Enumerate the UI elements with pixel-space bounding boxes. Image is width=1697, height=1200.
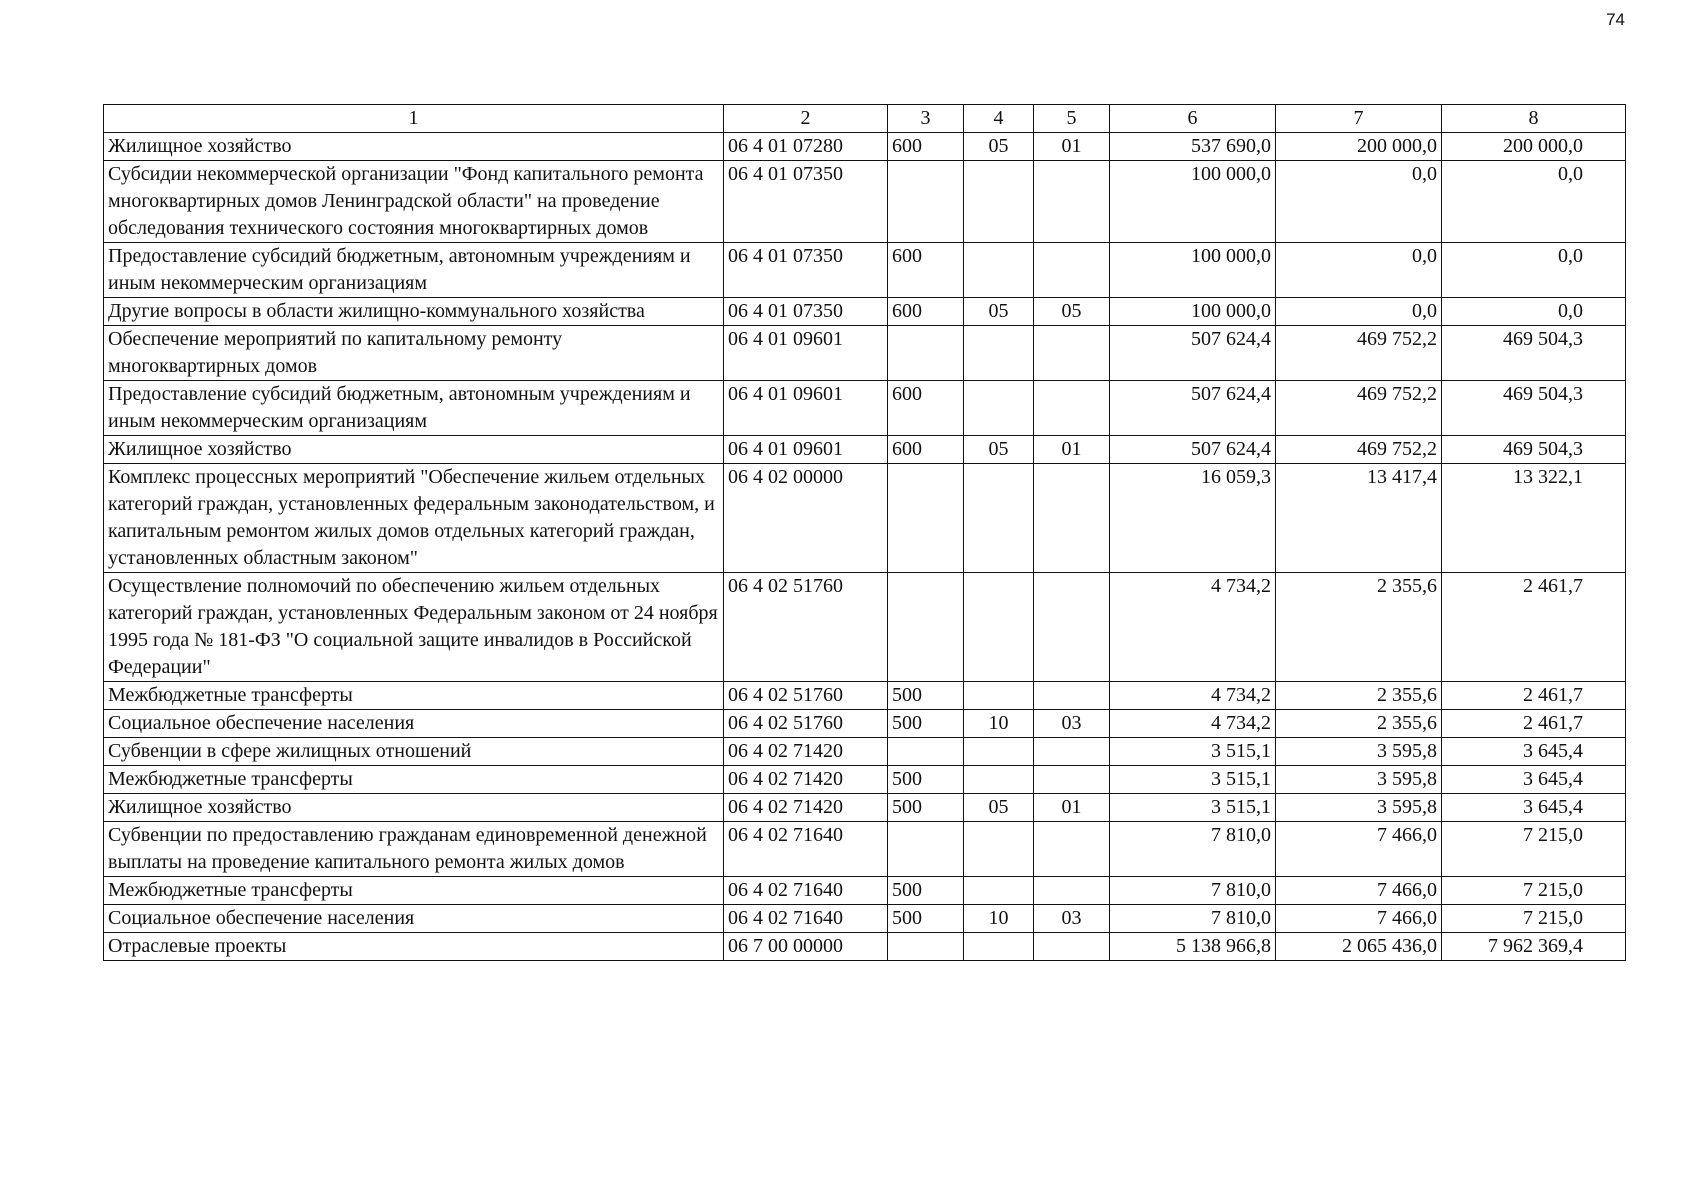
cell-col-5: 03 (1034, 905, 1110, 933)
cell-col-6: 7 810,0 (1110, 822, 1276, 877)
budget-table (103, 104, 1626, 961)
cell-col-3 (888, 738, 964, 766)
cell-col-3 (888, 933, 964, 961)
cell-col-3: 600 (888, 381, 964, 436)
table-row (104, 133, 1626, 161)
cell-col-7: 7 466,0 (1276, 905, 1442, 933)
cell-code: 06 4 02 71640 (724, 905, 888, 933)
cell-name: Жилищное хозяйство (104, 133, 724, 161)
cell-col-5: 01 (1034, 436, 1110, 464)
cell-col-5 (1034, 738, 1110, 766)
cell-col-6: 537 690,0 (1110, 133, 1276, 161)
cell-name: Предоставление субсидий бюджетным, автономным учреждениям и иным некоммерческим организациям (104, 243, 724, 298)
cell-code: 06 4 01 09601 (724, 326, 888, 381)
cell-name: Межбюджетные трансферты (104, 766, 724, 794)
cell-col-3 (888, 464, 964, 573)
cell-code: 06 4 02 51760 (724, 710, 888, 738)
cell-name: Субвенции по предоставлению гражданам единовременной денежной выплаты на проведение капитального ремонта жилых домов (104, 822, 724, 877)
cell-col-3 (888, 822, 964, 877)
cell-col-4: 05 (964, 298, 1034, 326)
cell-name: Осуществление полномочий по обеспечению жильем отдельных категорий граждан, установленных Федеральным законом от 24 ноября 1995 года № 181-ФЗ "О социальной защите инвалидов в Российской Федерации" (104, 573, 724, 682)
cell-code: 06 4 01 07350 (724, 243, 888, 298)
cell-col-5 (1034, 464, 1110, 573)
cell-code: 06 7 00 00000 (724, 933, 888, 961)
cell-col-7: 3 595,8 (1276, 738, 1442, 766)
cell-col-6: 507 624,4 (1110, 436, 1276, 464)
cell-col-4 (964, 933, 1034, 961)
cell-col-5 (1034, 573, 1110, 682)
cell-name: Предоставление субсидий бюджетным, автономным учреждениям и иным некоммерческим организациям (104, 381, 724, 436)
cell-col-8: 0,0 (1442, 243, 1626, 298)
cell-name: Социальное обеспечение населения (104, 905, 724, 933)
cell-col-6: 100 000,0 (1110, 243, 1276, 298)
cell-name: Субвенции в сфере жилищных отношений (104, 738, 724, 766)
cell-col-7: 2 355,6 (1276, 682, 1442, 710)
header-col-5: 5 (1034, 105, 1110, 133)
cell-code: 06 4 02 51760 (724, 573, 888, 682)
cell-name: Субсидии некоммерческой организации "Фонд капитального ремонта многоквартирных домов Ленинградской области" на проведение обследования технического состояния многоквартирных домов (104, 161, 724, 243)
cell-col-6: 100 000,0 (1110, 298, 1276, 326)
cell-col-8: 2 461,7 (1442, 682, 1626, 710)
cell-col-7: 2 355,6 (1276, 573, 1442, 682)
cell-col-7: 0,0 (1276, 243, 1442, 298)
cell-col-6: 5 138 966,8 (1110, 933, 1276, 961)
cell-col-3: 500 (888, 877, 964, 905)
cell-col-5 (1034, 161, 1110, 243)
cell-col-6: 4 734,2 (1110, 682, 1276, 710)
header-col-2: 2 (724, 105, 888, 133)
table-row (104, 464, 1626, 573)
cell-name: Комплекс процессных мероприятий "Обеспечение жильем отдельных категорий граждан, установленных федеральным законодательством, и капитальным ремонтом жилых домов отдельных категорий граждан, установленных областным законом" (104, 464, 724, 573)
cell-col-8: 2 461,7 (1442, 573, 1626, 682)
cell-col-8: 7 215,0 (1442, 822, 1626, 877)
cell-col-7: 200 000,0 (1276, 133, 1442, 161)
cell-col-3 (888, 326, 964, 381)
cell-col-5: 01 (1034, 794, 1110, 822)
cell-col-5 (1034, 682, 1110, 710)
cell-name: Межбюджетные трансферты (104, 682, 724, 710)
table-row (104, 710, 1626, 738)
cell-col-5: 05 (1034, 298, 1110, 326)
cell-col-7: 0,0 (1276, 161, 1442, 243)
table-row (104, 298, 1626, 326)
cell-col-3: 600 (888, 298, 964, 326)
table-row (104, 794, 1626, 822)
cell-col-8: 200 000,0 (1442, 133, 1626, 161)
cell-code: 06 4 01 07350 (724, 298, 888, 326)
cell-col-4 (964, 161, 1034, 243)
cell-col-4: 05 (964, 794, 1034, 822)
cell-col-6: 4 734,2 (1110, 573, 1276, 682)
cell-col-7: 469 752,2 (1276, 381, 1442, 436)
table-row (104, 682, 1626, 710)
table-row (104, 573, 1626, 682)
cell-col-3: 600 (888, 436, 964, 464)
table-row (104, 436, 1626, 464)
cell-col-8: 469 504,3 (1442, 381, 1626, 436)
cell-col-8: 469 504,3 (1442, 436, 1626, 464)
header-col-8: 8 (1442, 105, 1626, 133)
cell-col-6: 16 059,3 (1110, 464, 1276, 573)
table-header-row (104, 105, 1626, 133)
cell-col-4: 05 (964, 133, 1034, 161)
cell-col-3: 500 (888, 905, 964, 933)
cell-col-7: 3 595,8 (1276, 766, 1442, 794)
table-row (104, 877, 1626, 905)
cell-col-8: 3 645,4 (1442, 738, 1626, 766)
table-body (104, 133, 1626, 961)
cell-col-6: 507 624,4 (1110, 326, 1276, 381)
cell-col-5 (1034, 381, 1110, 436)
header-col-6: 6 (1110, 105, 1276, 133)
table-row (104, 738, 1626, 766)
cell-col-4 (964, 682, 1034, 710)
cell-col-4 (964, 766, 1034, 794)
page-number: 74 (1606, 10, 1625, 29)
table-row (104, 243, 1626, 298)
cell-name: Межбюджетные трансферты (104, 877, 724, 905)
cell-col-5 (1034, 933, 1110, 961)
cell-name: Социальное обеспечение населения (104, 710, 724, 738)
table-row (104, 161, 1626, 243)
table-row (104, 381, 1626, 436)
cell-col-7: 0,0 (1276, 298, 1442, 326)
cell-col-5 (1034, 822, 1110, 877)
cell-col-8: 7 215,0 (1442, 877, 1626, 905)
cell-code: 06 4 01 07350 (724, 161, 888, 243)
header-col-3: 3 (888, 105, 964, 133)
cell-col-6: 3 515,1 (1110, 738, 1276, 766)
cell-col-3 (888, 161, 964, 243)
cell-code: 06 4 01 07280 (724, 133, 888, 161)
cell-code: 06 4 02 71640 (724, 822, 888, 877)
header-col-1: 1 (104, 105, 724, 133)
cell-col-8: 7 962 369,4 (1442, 933, 1626, 961)
cell-name: Жилищное хозяйство (104, 794, 724, 822)
cell-col-3: 500 (888, 710, 964, 738)
cell-col-7: 2 355,6 (1276, 710, 1442, 738)
cell-col-4 (964, 738, 1034, 766)
cell-col-6: 507 624,4 (1110, 381, 1276, 436)
cell-col-8: 7 215,0 (1442, 905, 1626, 933)
cell-col-4 (964, 822, 1034, 877)
cell-code: 06 4 02 71420 (724, 766, 888, 794)
table-row (104, 905, 1626, 933)
cell-name: Отраслевые проекты (104, 933, 724, 961)
table-row (104, 822, 1626, 877)
cell-code: 06 4 01 09601 (724, 381, 888, 436)
cell-col-7: 2 065 436,0 (1276, 933, 1442, 961)
cell-col-4 (964, 326, 1034, 381)
cell-col-7: 469 752,2 (1276, 326, 1442, 381)
cell-col-4: 10 (964, 905, 1034, 933)
cell-col-3: 600 (888, 133, 964, 161)
cell-col-5 (1034, 326, 1110, 381)
cell-col-4 (964, 243, 1034, 298)
cell-col-8: 2 461,7 (1442, 710, 1626, 738)
cell-name: Обеспечение мероприятий по капитальному ремонту многоквартирных домов (104, 326, 724, 381)
cell-col-6: 3 515,1 (1110, 766, 1276, 794)
cell-col-5 (1034, 766, 1110, 794)
cell-col-6: 4 734,2 (1110, 710, 1276, 738)
cell-col-8: 469 504,3 (1442, 326, 1626, 381)
cell-col-5 (1034, 877, 1110, 905)
table-row (104, 766, 1626, 794)
cell-code: 06 4 01 09601 (724, 436, 888, 464)
cell-col-4: 10 (964, 710, 1034, 738)
cell-col-8: 3 645,4 (1442, 794, 1626, 822)
cell-col-7: 469 752,2 (1276, 436, 1442, 464)
cell-col-8: 0,0 (1442, 161, 1626, 243)
cell-col-5: 03 (1034, 710, 1110, 738)
header-col-4: 4 (964, 105, 1034, 133)
cell-col-5: 01 (1034, 133, 1110, 161)
table-row (104, 933, 1626, 961)
cell-col-3: 500 (888, 766, 964, 794)
cell-col-4 (964, 464, 1034, 573)
cell-code: 06 4 02 71420 (724, 794, 888, 822)
cell-name: Другие вопросы в области жилищно-коммунального хозяйства (104, 298, 724, 326)
cell-col-7: 7 466,0 (1276, 822, 1442, 877)
cell-name: Жилищное хозяйство (104, 436, 724, 464)
cell-col-3: 500 (888, 682, 964, 710)
cell-code: 06 4 02 00000 (724, 464, 888, 573)
cell-col-7: 3 595,8 (1276, 794, 1442, 822)
header-col-7: 7 (1276, 105, 1442, 133)
cell-col-5 (1034, 243, 1110, 298)
cell-col-7: 7 466,0 (1276, 877, 1442, 905)
cell-col-6: 7 810,0 (1110, 877, 1276, 905)
cell-col-3: 600 (888, 243, 964, 298)
cell-col-6: 3 515,1 (1110, 794, 1276, 822)
cell-col-4 (964, 877, 1034, 905)
cell-col-4 (964, 573, 1034, 682)
cell-code: 06 4 02 51760 (724, 682, 888, 710)
cell-col-6: 7 810,0 (1110, 905, 1276, 933)
cell-col-3: 500 (888, 794, 964, 822)
cell-col-8: 0,0 (1442, 298, 1626, 326)
cell-code: 06 4 02 71640 (724, 877, 888, 905)
table-row (104, 326, 1626, 381)
cell-col-7: 13 417,4 (1276, 464, 1442, 573)
cell-col-3 (888, 573, 964, 682)
cell-col-4: 05 (964, 436, 1034, 464)
cell-col-8: 13 322,1 (1442, 464, 1626, 573)
cell-code: 06 4 02 71420 (724, 738, 888, 766)
cell-col-8: 3 645,4 (1442, 766, 1626, 794)
cell-col-6: 100 000,0 (1110, 161, 1276, 243)
cell-col-4 (964, 381, 1034, 436)
